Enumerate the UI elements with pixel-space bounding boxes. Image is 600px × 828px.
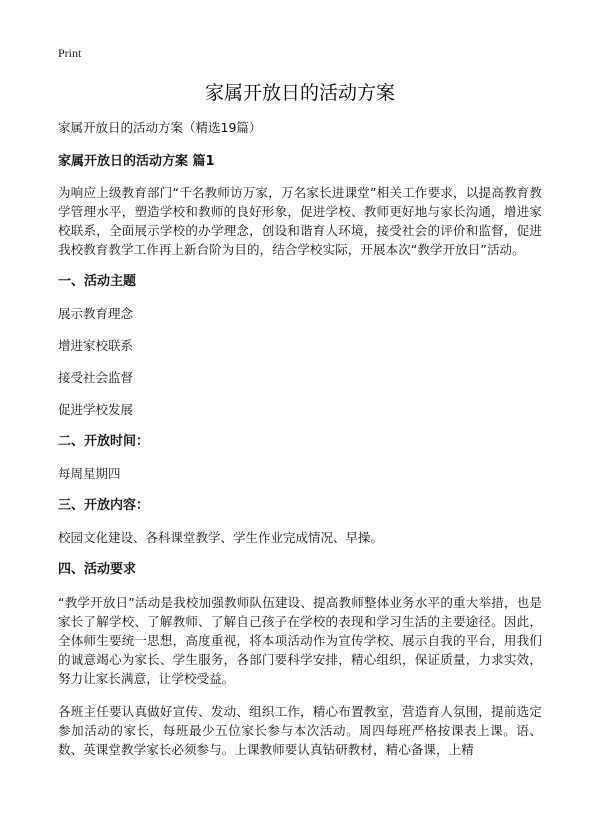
theme-item: 促进学校发展	[58, 402, 134, 417]
heading-activity-requirements: 四、活动要求	[58, 562, 137, 577]
heading-open-time: 二、开放时间：	[58, 434, 150, 449]
theme-item: 增进家校联系	[58, 338, 134, 353]
requirements-paragraph-1: “教学开放日”活动是我校加强教师队伍建设、提高教师整体业务水平的重大举措，也是家长了解学校、了解教师、了解自己孩子在学校的表现和学习生活的主要途径。因此，全体师生要统一思想，高度重视，将本项活动作为宣传学校、展示自我的平台，用我们的诚意竭心为家长、学生服务，各部门要科学安排，精心组织，保证质量，力求实效，努力让家长满意，让学校受益。	[58, 595, 542, 686]
section-title: 家属开放日的活动方案 篇1	[58, 154, 215, 169]
heading-open-content: 三、开放内容：	[58, 498, 150, 513]
page-title: 家属开放日的活动方案	[204, 82, 395, 104]
print-link[interactable]: Print	[58, 46, 82, 60]
intro-paragraph: 为响应上级教育部门“千名教师访万家，万名家长进课堂”相关工作要求，以提高教育教学管理水平，塑造学校和教师的良好形象，促进学校、教师更好地与家长沟通，增进家校联系，全面展示学校的办学理念，创设和谐育人环境，接受社会的评价和监督，促进我校教育教学工作再上新台阶为目的，结合学校实际，开展本次“教学开放日”活动。	[58, 185, 542, 257]
open-time-text: 每周星期四	[58, 466, 121, 481]
heading-activity-theme: 一、活动主题	[58, 274, 137, 289]
document-subtitle: 家属开放日的活动方案（精选19篇）	[58, 120, 262, 135]
theme-item: 展示教育理念	[58, 306, 134, 321]
open-content-text: 校园文化建设、各科课堂教学、学生作业完成情况、早操。	[58, 530, 384, 545]
theme-item: 接受社会监督	[58, 370, 134, 385]
requirements-paragraph-2: 各班主任要认真做好宣传、发动、组织工作，精心布置教室，营造育人氛围，提前选定参加活动的家长，每班最少五位家长参与本次活动。周四每班严格按课表上课。语、数、英课堂教学家长必须参与。上课教师要认真钻研教材，精心备课，上精	[58, 704, 542, 757]
